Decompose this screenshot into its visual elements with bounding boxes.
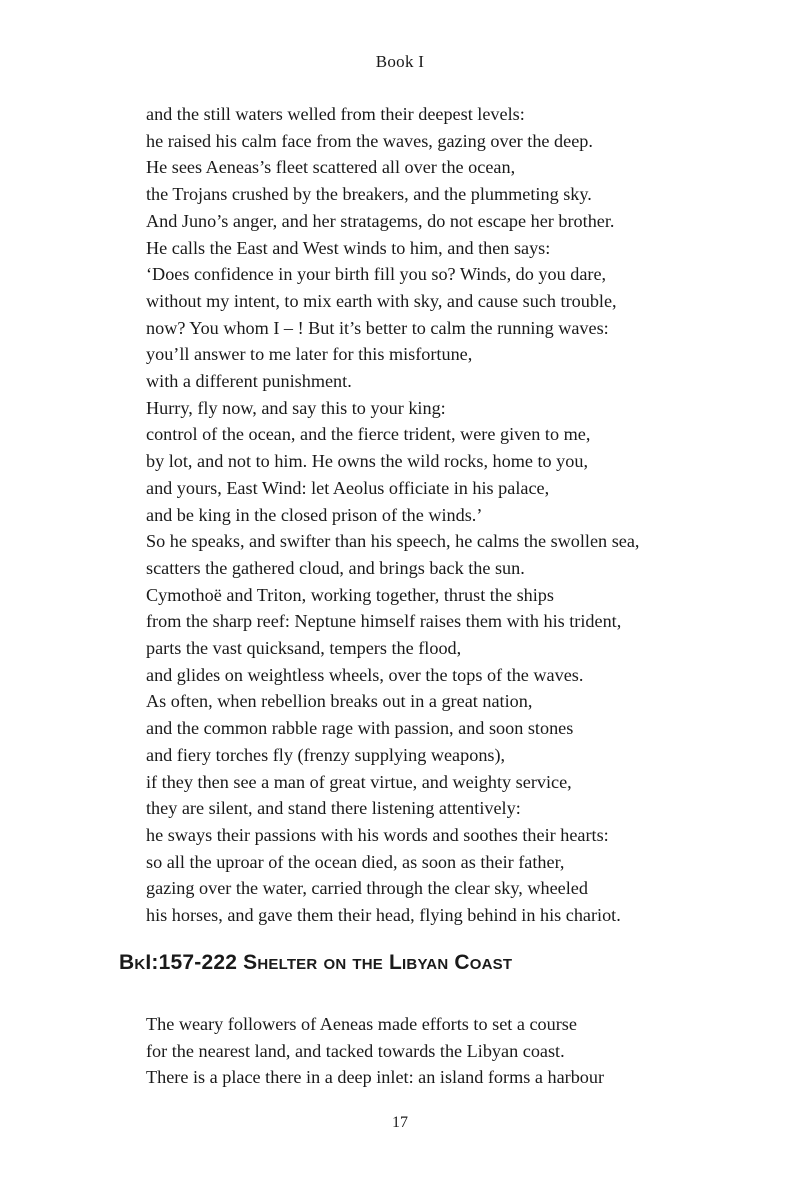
verse-line: and glides on weightless wheels, over the tops of the waves.	[146, 664, 584, 685]
verse-line: He calls the East and West winds to him, and then says:	[146, 237, 551, 258]
page-number: 17	[392, 1114, 408, 1131]
verse-line: the Trojans crushed by the breakers, and the plummeting sky.	[146, 184, 592, 205]
verse-line: if they then see a man of great virtue, and weighty service,	[146, 771, 572, 792]
verse-line: There is a place there in a deep inlet: an island forms a harbour	[146, 1067, 605, 1088]
verse-line: from the sharp reef: Neptune himself raises them with his trident,	[146, 611, 622, 632]
verse-line: So he speaks, and swifter than his speech, he calms the swollen sea,	[146, 531, 640, 552]
verse-line: and the still waters welled from their deepest levels:	[146, 104, 525, 124]
verse-line: without my intent, to mix earth with sky, and cause such trouble,	[146, 290, 617, 311]
verse-line: with a different punishment.	[146, 371, 352, 392]
verse-line: he sways their passions with his words and soothes their hearts:	[146, 824, 609, 845]
verse-line: Hurry, fly now, and say this to your king:	[146, 397, 446, 418]
verse-line: he raised his calm face from the waves, gazing over the deep.	[146, 130, 593, 151]
verse-line: Cymothoë and Triton, working together, thrust the ships	[146, 584, 554, 605]
verse-line: and fiery torches fly (frenzy supplying weapons),	[146, 744, 506, 765]
verse-line: scatters the gathered cloud, and brings back the sun.	[146, 557, 525, 578]
verse-line: and yours, East Wind: let Aeolus officiate in his palace,	[146, 477, 550, 498]
verse-line: his horses, and gave them their head, flying behind in his chariot.	[146, 905, 621, 926]
verse-line: you’ll answer to me later for this misfortune,	[146, 344, 473, 365]
verse-line: so all the uproar of the ocean died, as soon as their father,	[146, 851, 565, 872]
verse-passage	[146, 101, 639, 929]
verse-line: gazing over the water, carried through the clear sky, wheeled	[146, 878, 588, 899]
verse-line: by lot, and not to him. He owns the wild rocks, home to you,	[146, 451, 589, 472]
section-heading: BkI:157-222 Shelter on the Libyan Coast	[119, 951, 513, 974]
verse-line: As often, when rebellion breaks out in a great nation,	[146, 691, 533, 712]
verse-line: control of the ocean, and the fierce trident, were given to me,	[146, 424, 591, 445]
verse-passage	[146, 1011, 604, 1091]
verse-line: now? You whom I – ! But it’s better to calm the running waves:	[146, 317, 609, 338]
verse-line: and the common rabble rage with passion, and soon stones	[146, 718, 574, 739]
verse-line: for the nearest land, and tacked towards the Libyan coast.	[146, 1040, 565, 1061]
verse-line: The weary followers of Aeneas made efforts to set a course	[146, 1014, 577, 1034]
verse-line: parts the vast quicksand, tempers the flood,	[146, 638, 462, 659]
verse-line: and be king in the closed prison of the winds.’	[146, 504, 483, 525]
verse-line: they are silent, and stand there listening attentively:	[146, 798, 521, 819]
verse-line: ‘Does confidence in your birth fill you so? Winds, do you dare,	[146, 264, 607, 285]
running-head: Book I	[375, 52, 425, 71]
verse-line: He sees Aeneas’s fleet scattered all over the ocean,	[146, 157, 516, 178]
verse-line: And Juno’s anger, and her stratagems, do not escape her brother.	[146, 210, 615, 231]
